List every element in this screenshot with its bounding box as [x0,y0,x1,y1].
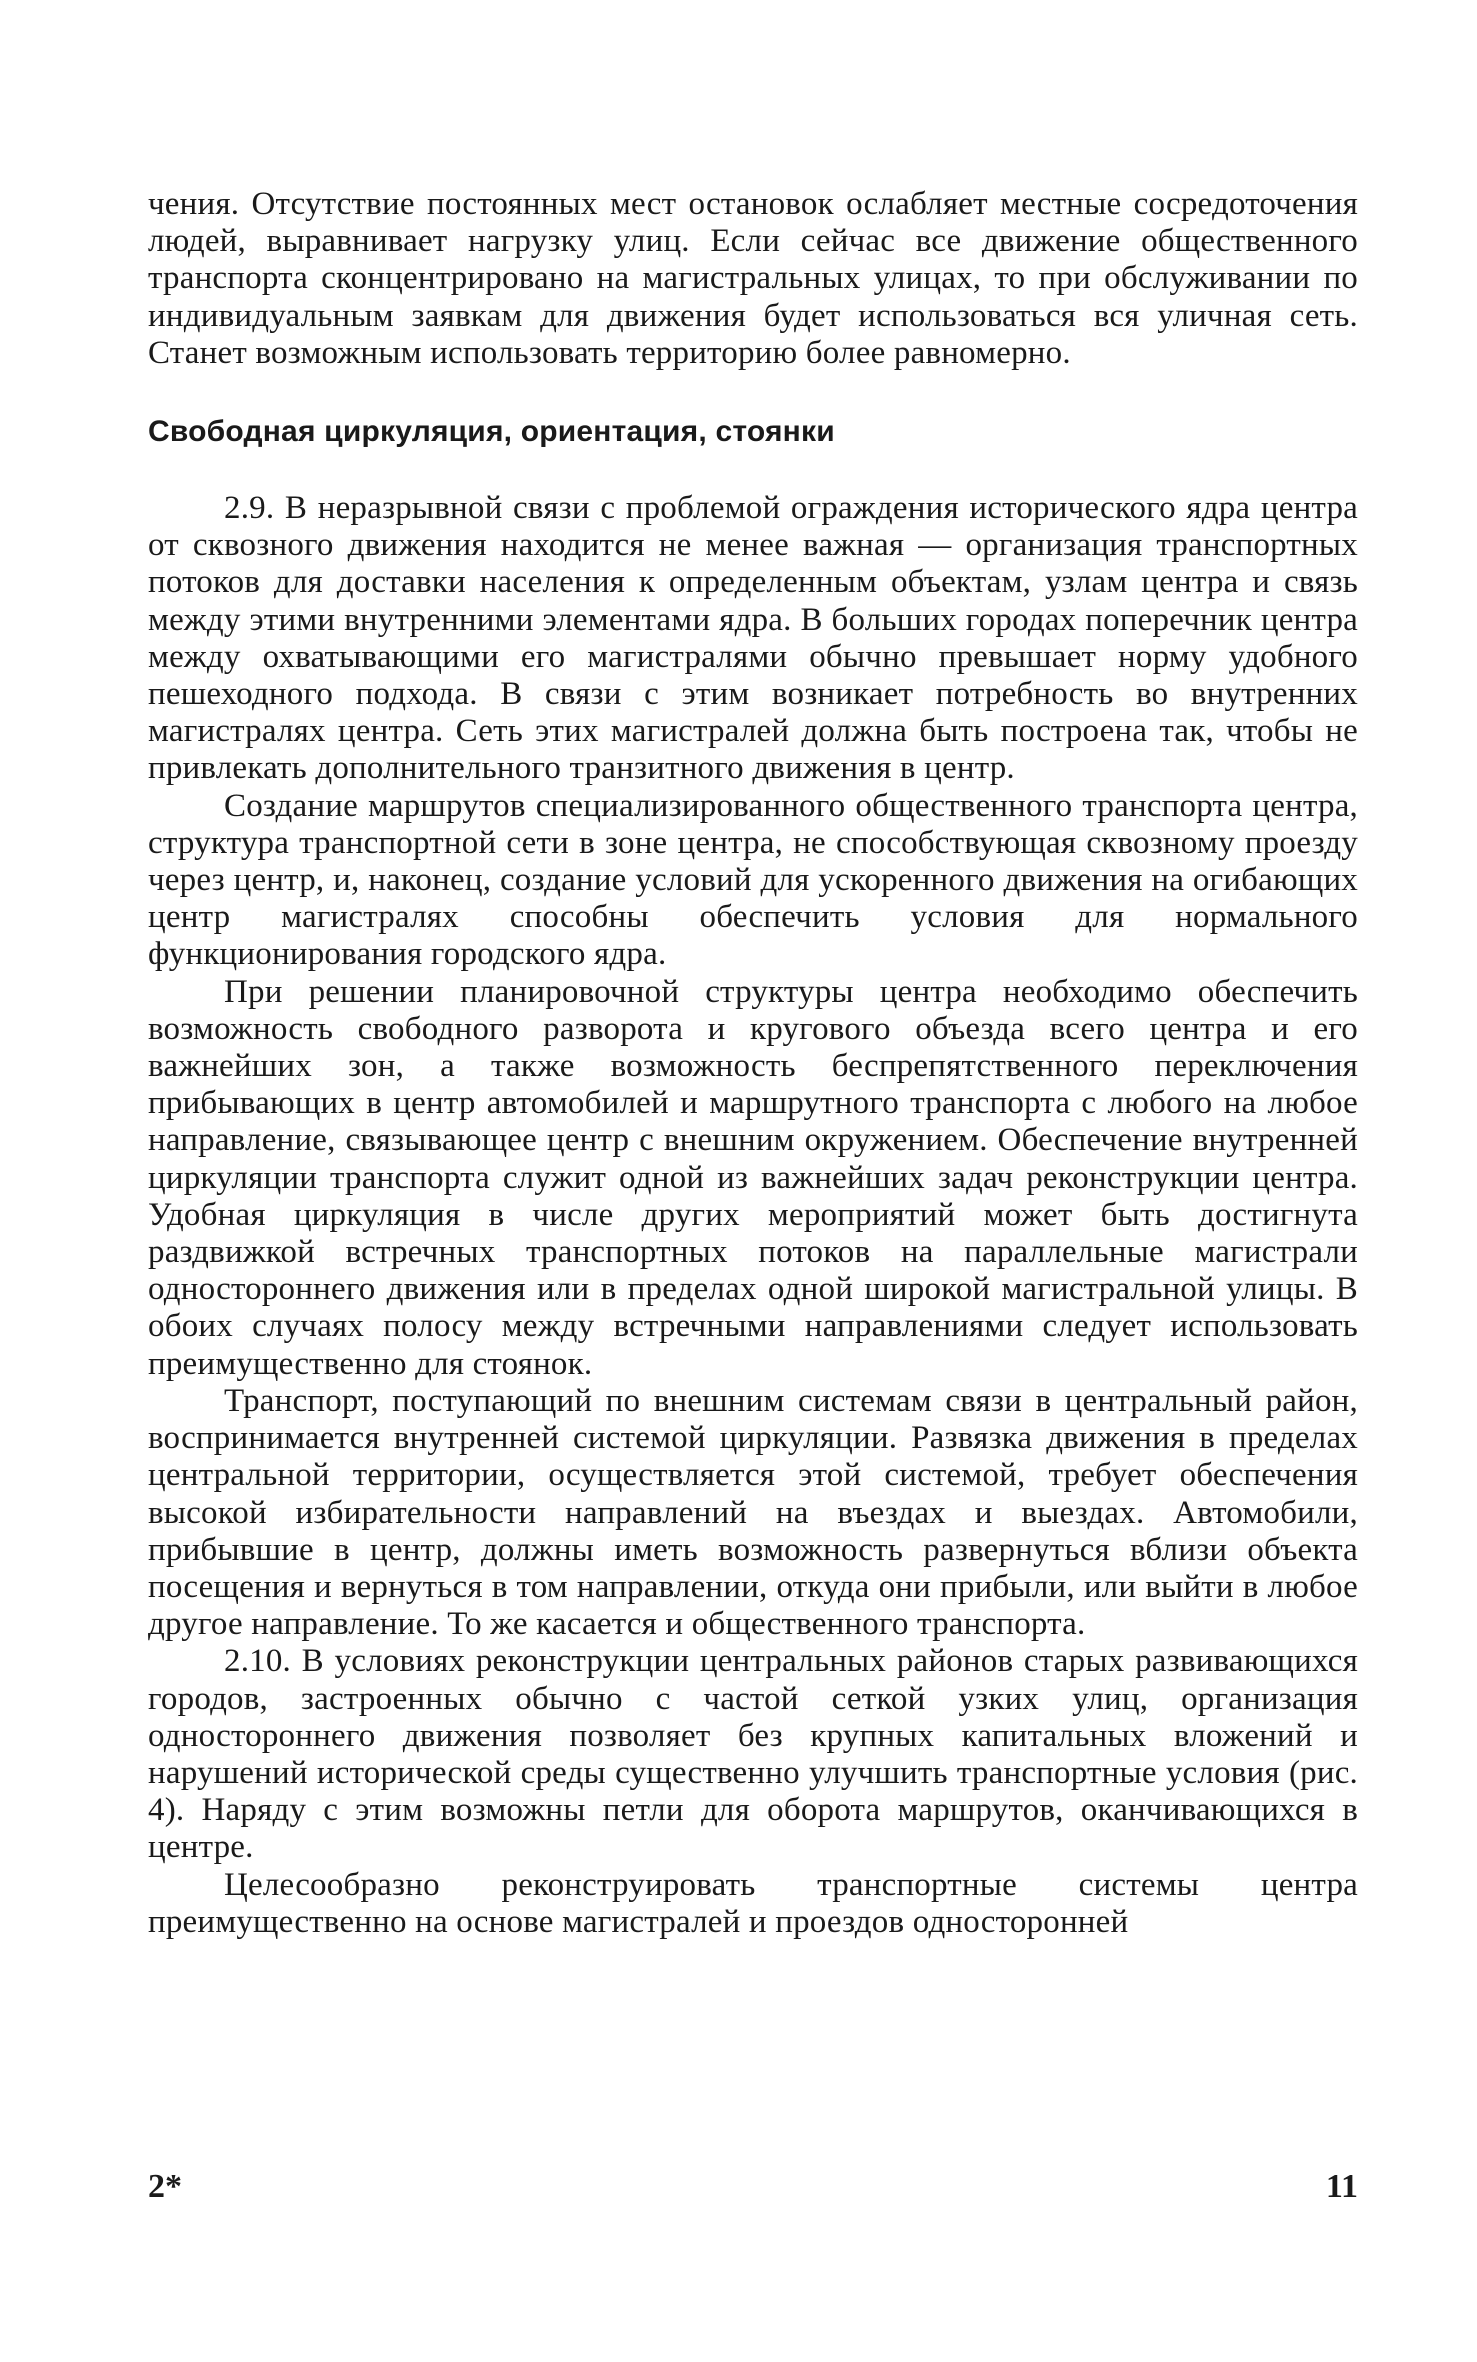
section-2-10-paragraph [148,1643,1358,1866]
section-heading: Свободная циркуляция, ориентация, стоянки [148,415,835,449]
section-number: 2.9. [224,490,275,527]
page-number: 11 [1325,2168,1358,2205]
intro-paragraph: чения. Отсутствие постоянных мест остановок ослабляет местные сосредоточения людей, выравнивает нагрузку улиц. Если сейчас все движение общественного транспорта сконцентрировано на магистральных улицах, то при обслуживании по индивидуальным заявкам для движения будет использоваться вся уличная сеть. Станет возможным использовать территорию более равномерно. [148,186,1358,371]
planning-paragraph: При решении планировочной структуры центра необходимо обеспечить возможность свободного разворота и кругового объезда всего центра и его важнейших зон, а также возможность беспрепятственного переключения прибывающих в центр автомобилей и маршрутного транспорта с любого на любое направление, связывающее центр с внешним окружением. Обеспечение внутренней циркуляции транспорта служит одной из важнейших задач реконструкции центра. Удобная циркуляция в числе других мероприятий может быть достигнута раздвижкой встречных транспортных потоков на параллельные магистрали одностороннего движения или в пределах одной широкой магистральной улицы. В обоих случаях полосу между встречными направлениями следует использовать преимущественно для стоянок. [148,973,1358,1382]
section-2-9-text: В неразрывной связи с проблемой ограждения исторического ядра центра от сквозного движения находится не менее важная — организация транспортных потоков для доставки населения к определенным объектам, узлам центра и связь между этими внутренними элементами ядра. В больших городах поперечник центра между охватывающими его магистралями обычно превышает норму удобного пешеходного подхода. В связи с этим возникает потребность во внутренних магистралях центра. Сеть этих магистралей должна быть построена так, чтобы не привлекать дополнительного транзитного движения в центр. [148,490,1359,787]
section-number: 2.10. [224,1643,291,1680]
routes-paragraph: Создание маршрутов специализированного общественного транспорта центра, структура транспортной сети в зоне центра, не способствующая сквозному проезду через центр, и, наконец, создание условий для ускоренного движения на огибающих центр магистралях способны обеспечить условия для нормального функционирования городского ядра. [148,787,1358,973]
transport-paragraph: Транспорт, поступающий по внешним системам связи в центральный район, воспринимается внутренней системой циркуляции. Развязка движения в пределах центральной территории, осуществляется этой системой, требует обеспечения высокой избирательности направлений на въездах и выездах. Автомобили, прибывшие в центр, должны иметь возможность развернуться вблизи объекта посещения и вернуться в том направлении, откуда они прибыли, или выйти в любое другое направление. То же касается и общественного транспорта. [148,1382,1358,1643]
signature-mark: 2* [148,2168,182,2205]
final-paragraph: Целесообразно реконструировать транспортные системы центра преимущественно на основе магистралей и проездов односторонней [148,1866,1358,1940]
page-footer [148,2168,1358,2218]
section-2-9-paragraph [148,490,1358,788]
page-body [148,186,1358,1941]
section-2-10-text: В условиях реконструкции центральных районов старых развивающихся городов, застроенных обычно с частой сеткой узких улиц, организация одностороннего движения позволяет без крупных капитальных вложений и нарушений исторической среды существенно улучшить транспортные условия (рис. 4). Наряду с этим возможны петли для оборота маршрутов, оканчивающихся в центре. [148,1643,1358,1866]
